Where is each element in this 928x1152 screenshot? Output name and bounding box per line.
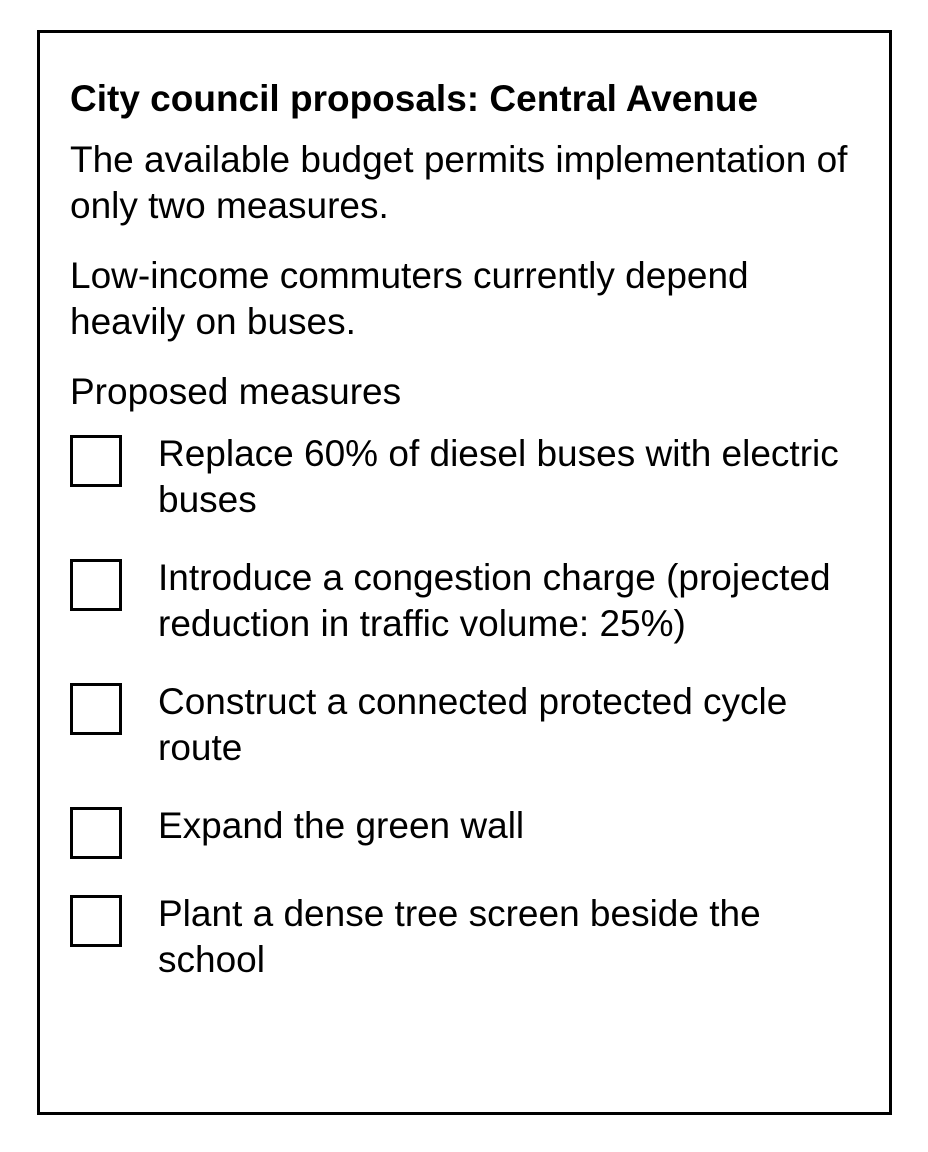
measure-checkbox-cycle-route[interactable] xyxy=(70,683,122,735)
card-title: City council proposals: Central Avenue xyxy=(70,78,759,119)
measure-item-tree-screen xyxy=(70,891,859,983)
measure-label: Plant a dense tree screen beside the school xyxy=(158,893,761,980)
measure-label: Introduce a congestion charge (projected reduction in traffic volume: 25%) xyxy=(158,557,831,644)
measure-label: Construct a connected protected cycle route xyxy=(158,681,788,768)
budget-note: The available budget permits implementation of only two measures. xyxy=(70,139,848,226)
measure-checkbox-tree-screen[interactable] xyxy=(70,895,122,947)
measure-item-green-wall xyxy=(70,803,859,859)
measure-item-electric-buses xyxy=(70,431,859,523)
measures-list xyxy=(70,431,859,983)
proposals-card xyxy=(37,30,892,1115)
measure-label: Replace 60% of diesel buses with electric buses xyxy=(158,433,839,520)
measure-item-congestion-charge xyxy=(70,555,859,647)
measure-checkbox-congestion-charge[interactable] xyxy=(70,559,122,611)
commuter-note: Low-income commuters currently depend heavily on buses. xyxy=(70,255,749,342)
measure-item-cycle-route xyxy=(70,679,859,771)
measure-label: Expand the green wall xyxy=(158,805,525,846)
measures-heading: Proposed measures xyxy=(70,371,402,412)
measure-checkbox-electric-buses[interactable] xyxy=(70,435,122,487)
measure-checkbox-green-wall[interactable] xyxy=(70,807,122,859)
